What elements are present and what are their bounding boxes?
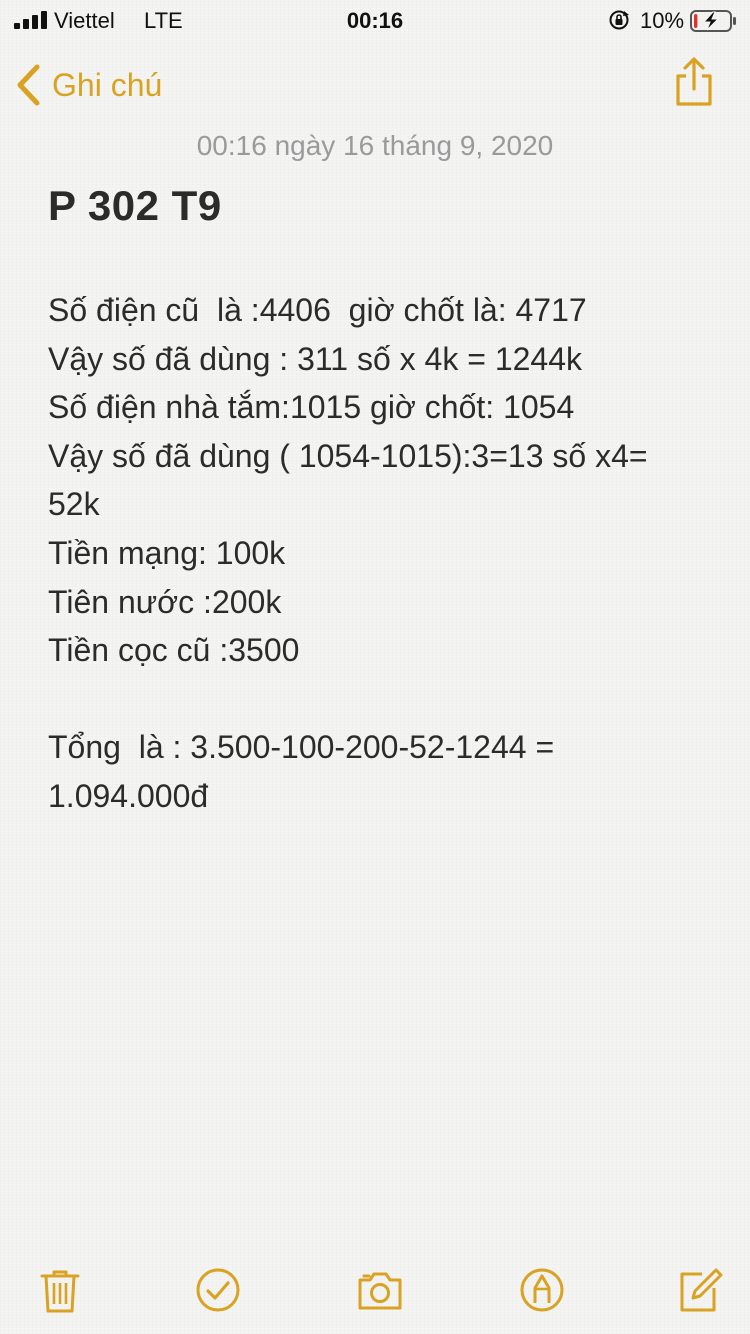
markup-button[interactable] <box>518 1266 566 1314</box>
back-button[interactable] <box>14 60 162 110</box>
note-line: Vậy số đã dùng : 311 số x 4k = 1244k <box>48 340 582 377</box>
share-icon <box>672 56 716 108</box>
delete-button[interactable] <box>36 1266 84 1314</box>
trash-icon <box>36 1266 84 1314</box>
note-line: Số điện cũ là :4406 giờ chốt là: 4717 <box>48 292 587 328</box>
note-line: Tiền cọc cũ :3500 <box>48 632 300 669</box>
orientation-lock-icon <box>608 9 630 31</box>
note-line: 1.094.000đ <box>48 777 209 814</box>
note-line <box>48 675 718 724</box>
note-line: Số điện nhà tắm:1015 giờ chốt: 1054 <box>48 389 575 426</box>
note-date: 00:16 ngày 16 tháng 9, 2020 <box>196 130 554 161</box>
checklist-button[interactable] <box>194 1266 242 1314</box>
checklist-icon <box>194 1266 242 1314</box>
status-time: 00:16 <box>346 8 404 33</box>
note-title[interactable]: P 302 T9 <box>48 182 222 229</box>
note-body[interactable] <box>48 286 718 821</box>
bottom-toolbar <box>0 1250 750 1330</box>
note-line: Tiền mạng: 100k <box>48 534 286 571</box>
back-button-label: Ghi chú <box>52 66 163 103</box>
carrier-name: Viettel <box>54 8 115 33</box>
camera-button[interactable] <box>354 1266 402 1314</box>
network-type: LTE <box>144 8 183 33</box>
battery-charging-icon <box>690 10 736 32</box>
note-line: Vậy số đã dùng ( 1054-1015):3=13 số x4= <box>48 437 648 474</box>
note-line: 52k <box>48 486 100 523</box>
note-line: Tiên nước :200k <box>48 583 282 620</box>
note-line: Tổng là : 3.500-100-200-52-1244 = <box>48 729 555 766</box>
share-button[interactable] <box>672 56 716 108</box>
chevron-left-icon <box>14 63 42 107</box>
battery-percent: 10% <box>640 8 685 33</box>
camera-icon <box>354 1266 406 1314</box>
compose-button[interactable] <box>676 1266 724 1314</box>
status-bar <box>0 0 750 40</box>
compose-icon <box>676 1266 724 1314</box>
markup-pen-icon <box>518 1266 566 1314</box>
navigation-bar <box>0 50 750 120</box>
